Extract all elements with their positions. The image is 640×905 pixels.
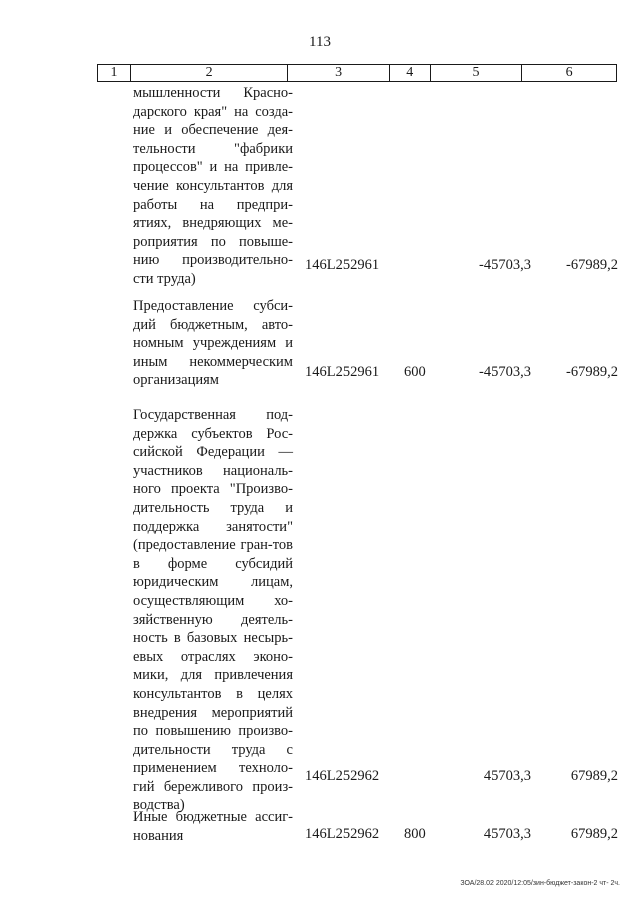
row-description: мышленности Красно-дарского края" на созда-ние и обеспечение дея-тельности "фабрики процессов" и на привле-чение консультантов для работы на предпри-ятиях, внедряющих ме-роприятия по повыше-нию производительно-сти труда) bbox=[133, 85, 293, 287]
header-cell-1: 1 bbox=[98, 65, 131, 81]
row-amount-col6: -67989,2 bbox=[566, 257, 618, 273]
row-amount-col6: -67989,2 bbox=[566, 364, 618, 380]
row-code: 146L252961 bbox=[305, 364, 380, 380]
footer-stamp: ЗОА/28.02 2020/12:05/зин-бюджет-закон-2 чт- 2ч. bbox=[460, 880, 620, 887]
row-description: Иные бюджетные ассиг-нования bbox=[133, 809, 293, 844]
row-expense-type: 600 bbox=[404, 364, 426, 380]
table-header-row bbox=[97, 64, 617, 82]
header-cell-5: 5 bbox=[431, 65, 523, 81]
row-code: 146L252962 bbox=[305, 768, 380, 784]
row-code: 146L252961 bbox=[305, 257, 380, 273]
row-amount-col6: 67989,2 bbox=[570, 826, 618, 842]
row-description: Предоставление субси-дий бюджетным, авто-номным учреждениям и иным некоммерческим организациям bbox=[133, 298, 293, 389]
row-description: Государственная под-держка субъектов Рос-сийской Федерации — участников националь-ного проекта "Произво-дительность труда и поддержка занятости" (предоставление гран-тов в форме субсидий юридическим лицам, осуществляющим хо-зяйственную деятель-ность в базовых несырь-евых отраслях эконо-мики, для привлечения консультантов в целях внедрения мероприятий по повышению произво-дительности труда с применением техноло-гий бережливого произ-водства) bbox=[133, 407, 293, 814]
row-amount-col5: 45703,3 bbox=[483, 768, 531, 784]
row-amount-col5: -45703,3 bbox=[479, 364, 531, 380]
header-cell-6: 6 bbox=[565, 65, 573, 80]
page-number: 113 bbox=[309, 34, 331, 50]
header-cell-4: 4 bbox=[390, 65, 431, 81]
header-cell-3: 3 bbox=[288, 65, 390, 81]
row-code: 146L252962 bbox=[305, 826, 380, 842]
row-amount-col5: 45703,3 bbox=[483, 826, 531, 842]
row-expense-type: 800 bbox=[404, 826, 426, 842]
header-cell-2: 2 bbox=[131, 65, 288, 81]
row-amount-col6: 67989,2 bbox=[570, 768, 618, 784]
row-amount-col5: -45703,3 bbox=[479, 257, 531, 273]
